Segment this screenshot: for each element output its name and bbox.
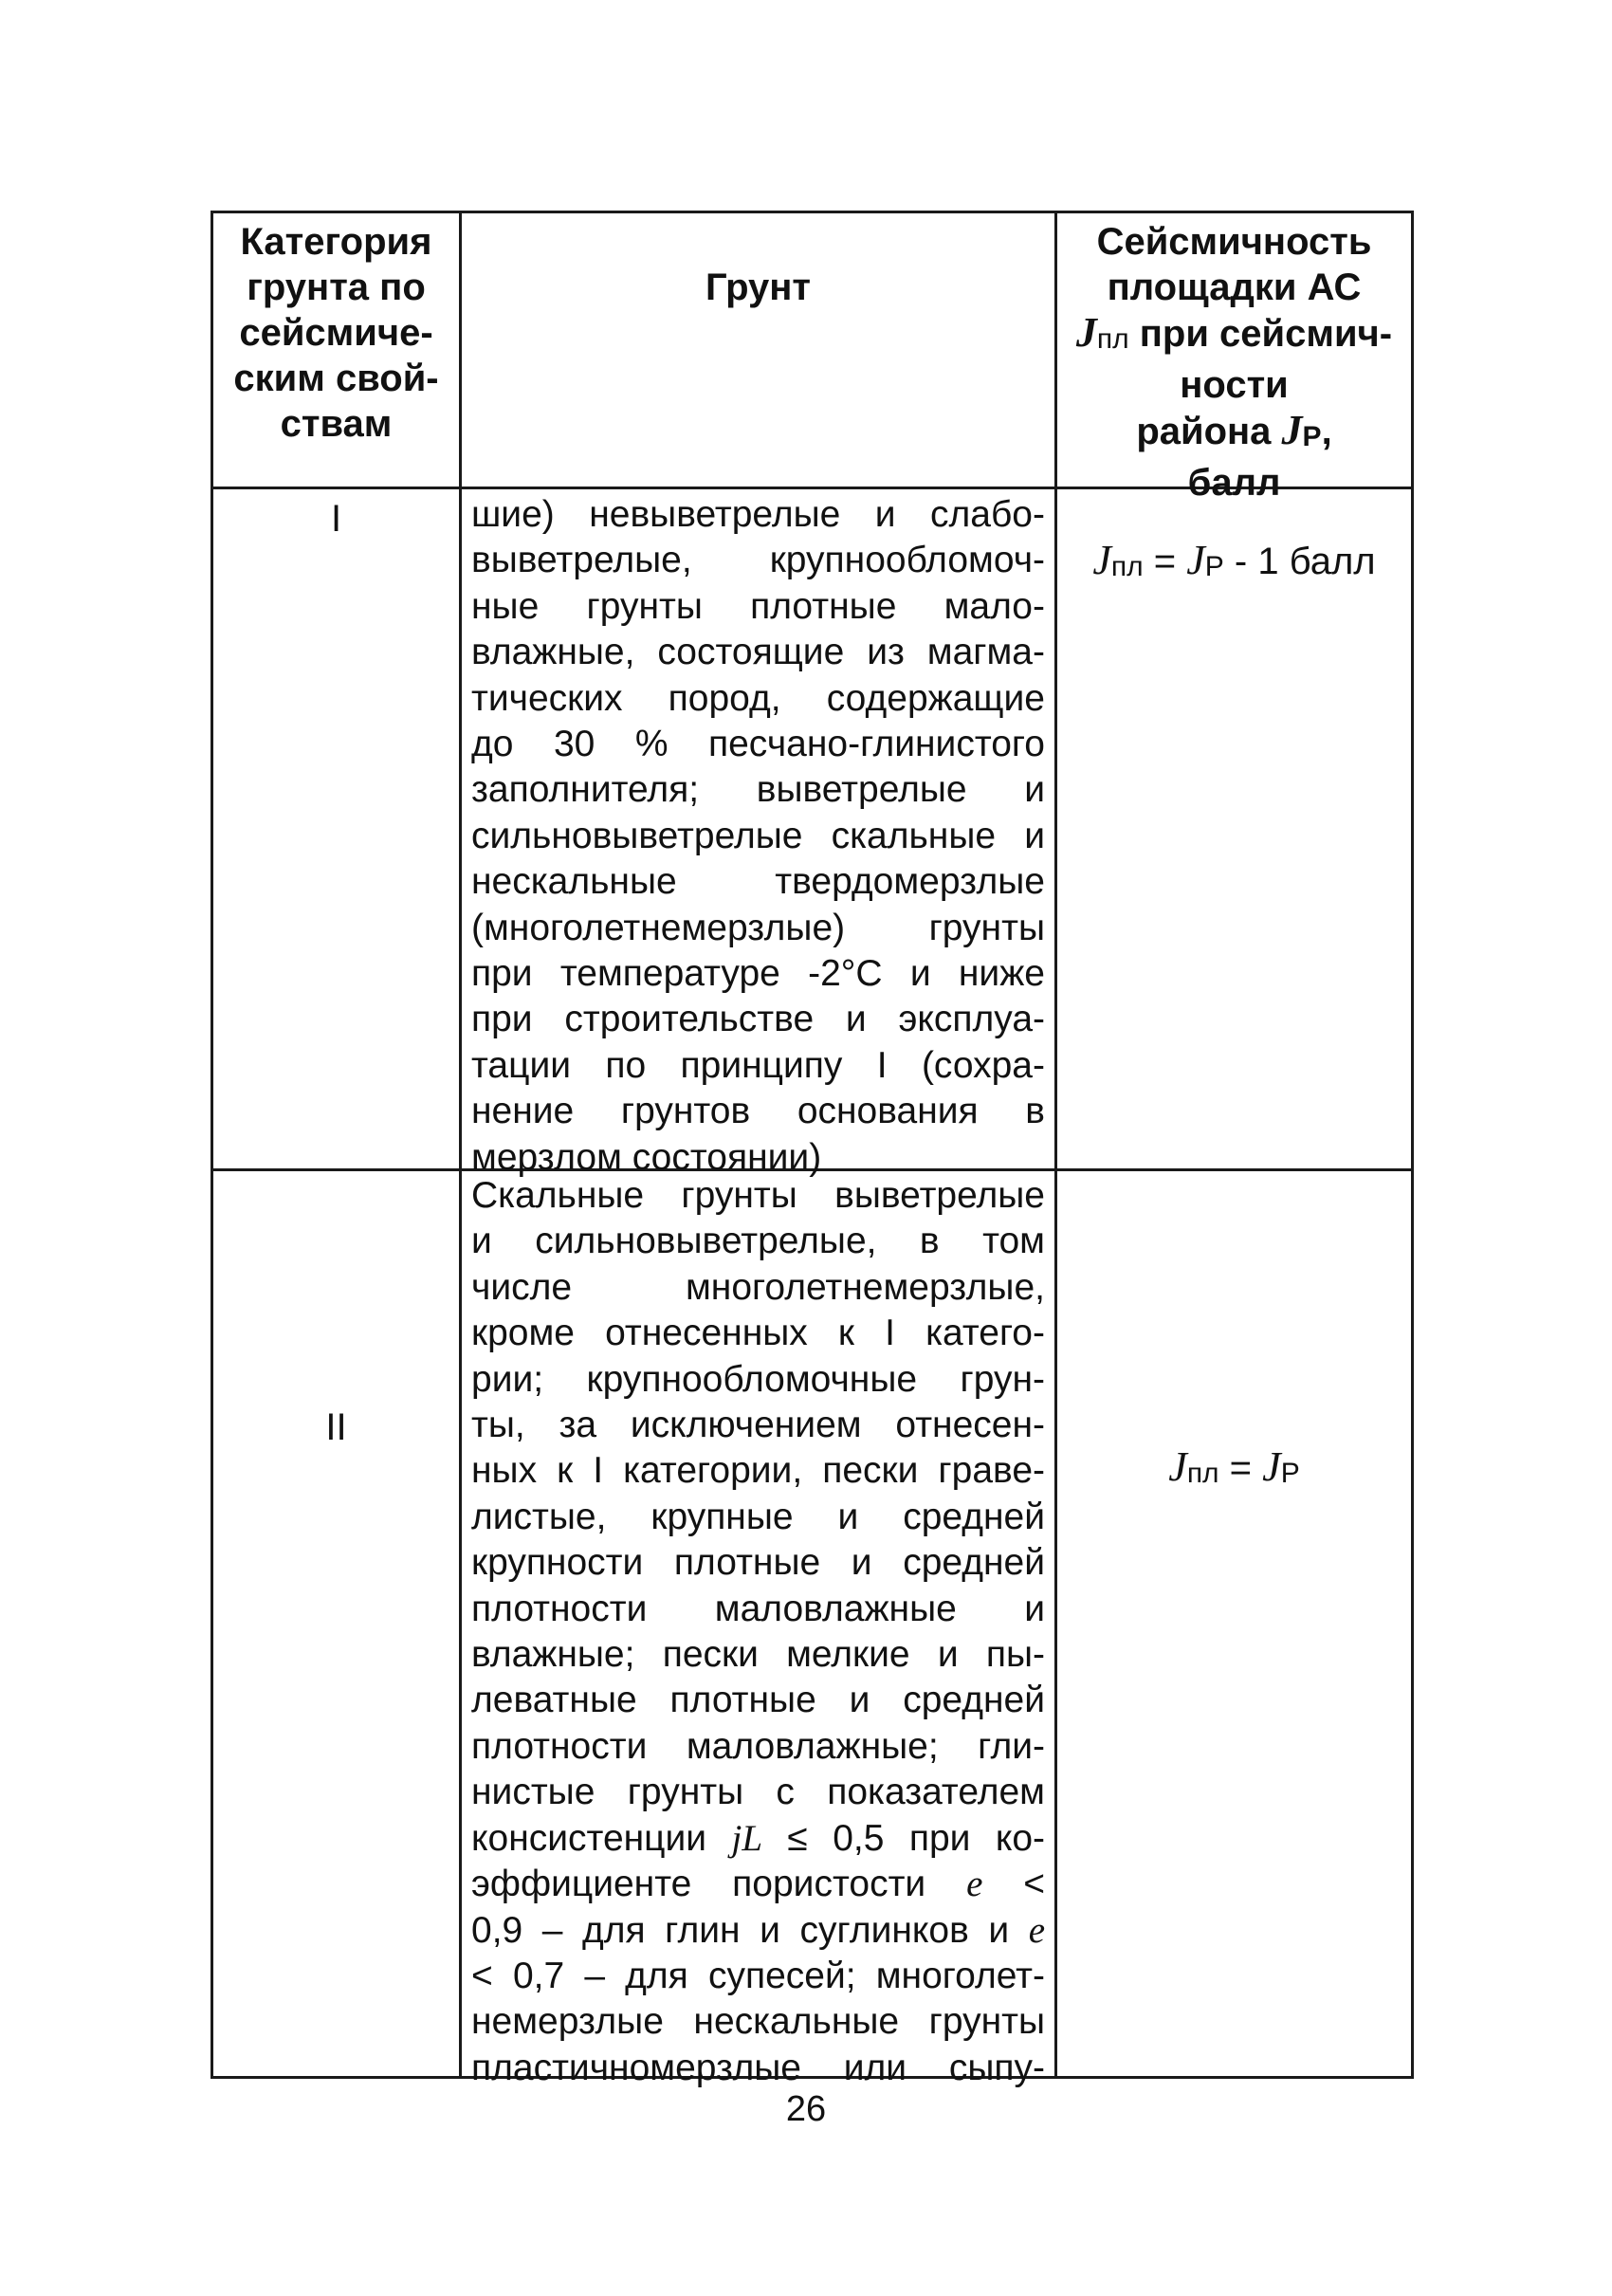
j-symbol: J bbox=[1075, 309, 1097, 356]
soil-category-table bbox=[211, 211, 1414, 2088]
row-seismicity-cell: Jпл = JР - 1 балл bbox=[1092, 537, 1376, 583]
header-category-line: грунта по bbox=[247, 266, 426, 308]
header-category-line: ским свой- bbox=[233, 358, 439, 399]
header-seismicity: Сейсмичность площадки АС Jпл при сейсмич- ности района JР, балл bbox=[1075, 221, 1393, 504]
row-soil-cell: Скальные грунты выветрелые и сильновыветрелые, в том числе многолетнемерзлые, кроме отнесенных к I катего- рии; крупнообломочные грун- ты, за исключением отнесен- ных к I категории, пески граве- листые, крупные и средней крупности плотные и средней плотности маловлажные и влажные; пески мелкие и пы- леватные плотные и средней плотности маловлажные; гли- нистые грунты с показателем консистенции jL ≤ 0,5 при ко- эффициенте пористости e < 0,9 – для глин и суглинков и e < 0,7 – для супесей; многолет- немерзлые нескальные грунты пластичномерзлые или сыпу- bbox=[471, 1175, 1045, 2088]
j-symbol: J bbox=[1281, 407, 1303, 453]
j-symbol: J bbox=[1168, 1443, 1187, 1490]
header-category bbox=[213, 219, 459, 447]
header-category-line: ствам bbox=[280, 403, 393, 445]
j-symbol: J bbox=[1092, 537, 1111, 583]
row-seismicity-cell: Jпл = JР bbox=[1168, 1443, 1300, 1490]
header-category-line: сейсмиче- bbox=[239, 312, 433, 354]
column-divider bbox=[459, 213, 462, 2076]
row-category-cell: II bbox=[325, 1406, 347, 1448]
page-number: 26 bbox=[785, 2089, 827, 2129]
row-category-cell: I bbox=[330, 498, 342, 540]
header-category-line: Категория bbox=[240, 221, 432, 263]
j-symbol: J bbox=[1262, 1443, 1281, 1490]
row-soil-cell: шие) невыветрелые и слабо- выветрелые, крупнообломоч- ные грунты плотные мало- влажные, состоящие из магма- тических пород, содержащие до 30 % песчано-глинистого заполнителя; выветрелые и сильновыветрелые скальные и нескальные твердомерзлые (многолетнемерзлые) грунты при температуре -2°С и ниже при строительстве и эксплуа- тации по принципу I (сохра- нение грунтов основания в мерзлом состоянии) bbox=[471, 494, 1045, 1178]
j-symbol: J bbox=[1186, 537, 1205, 583]
header-soil: Грунт bbox=[705, 266, 812, 308]
